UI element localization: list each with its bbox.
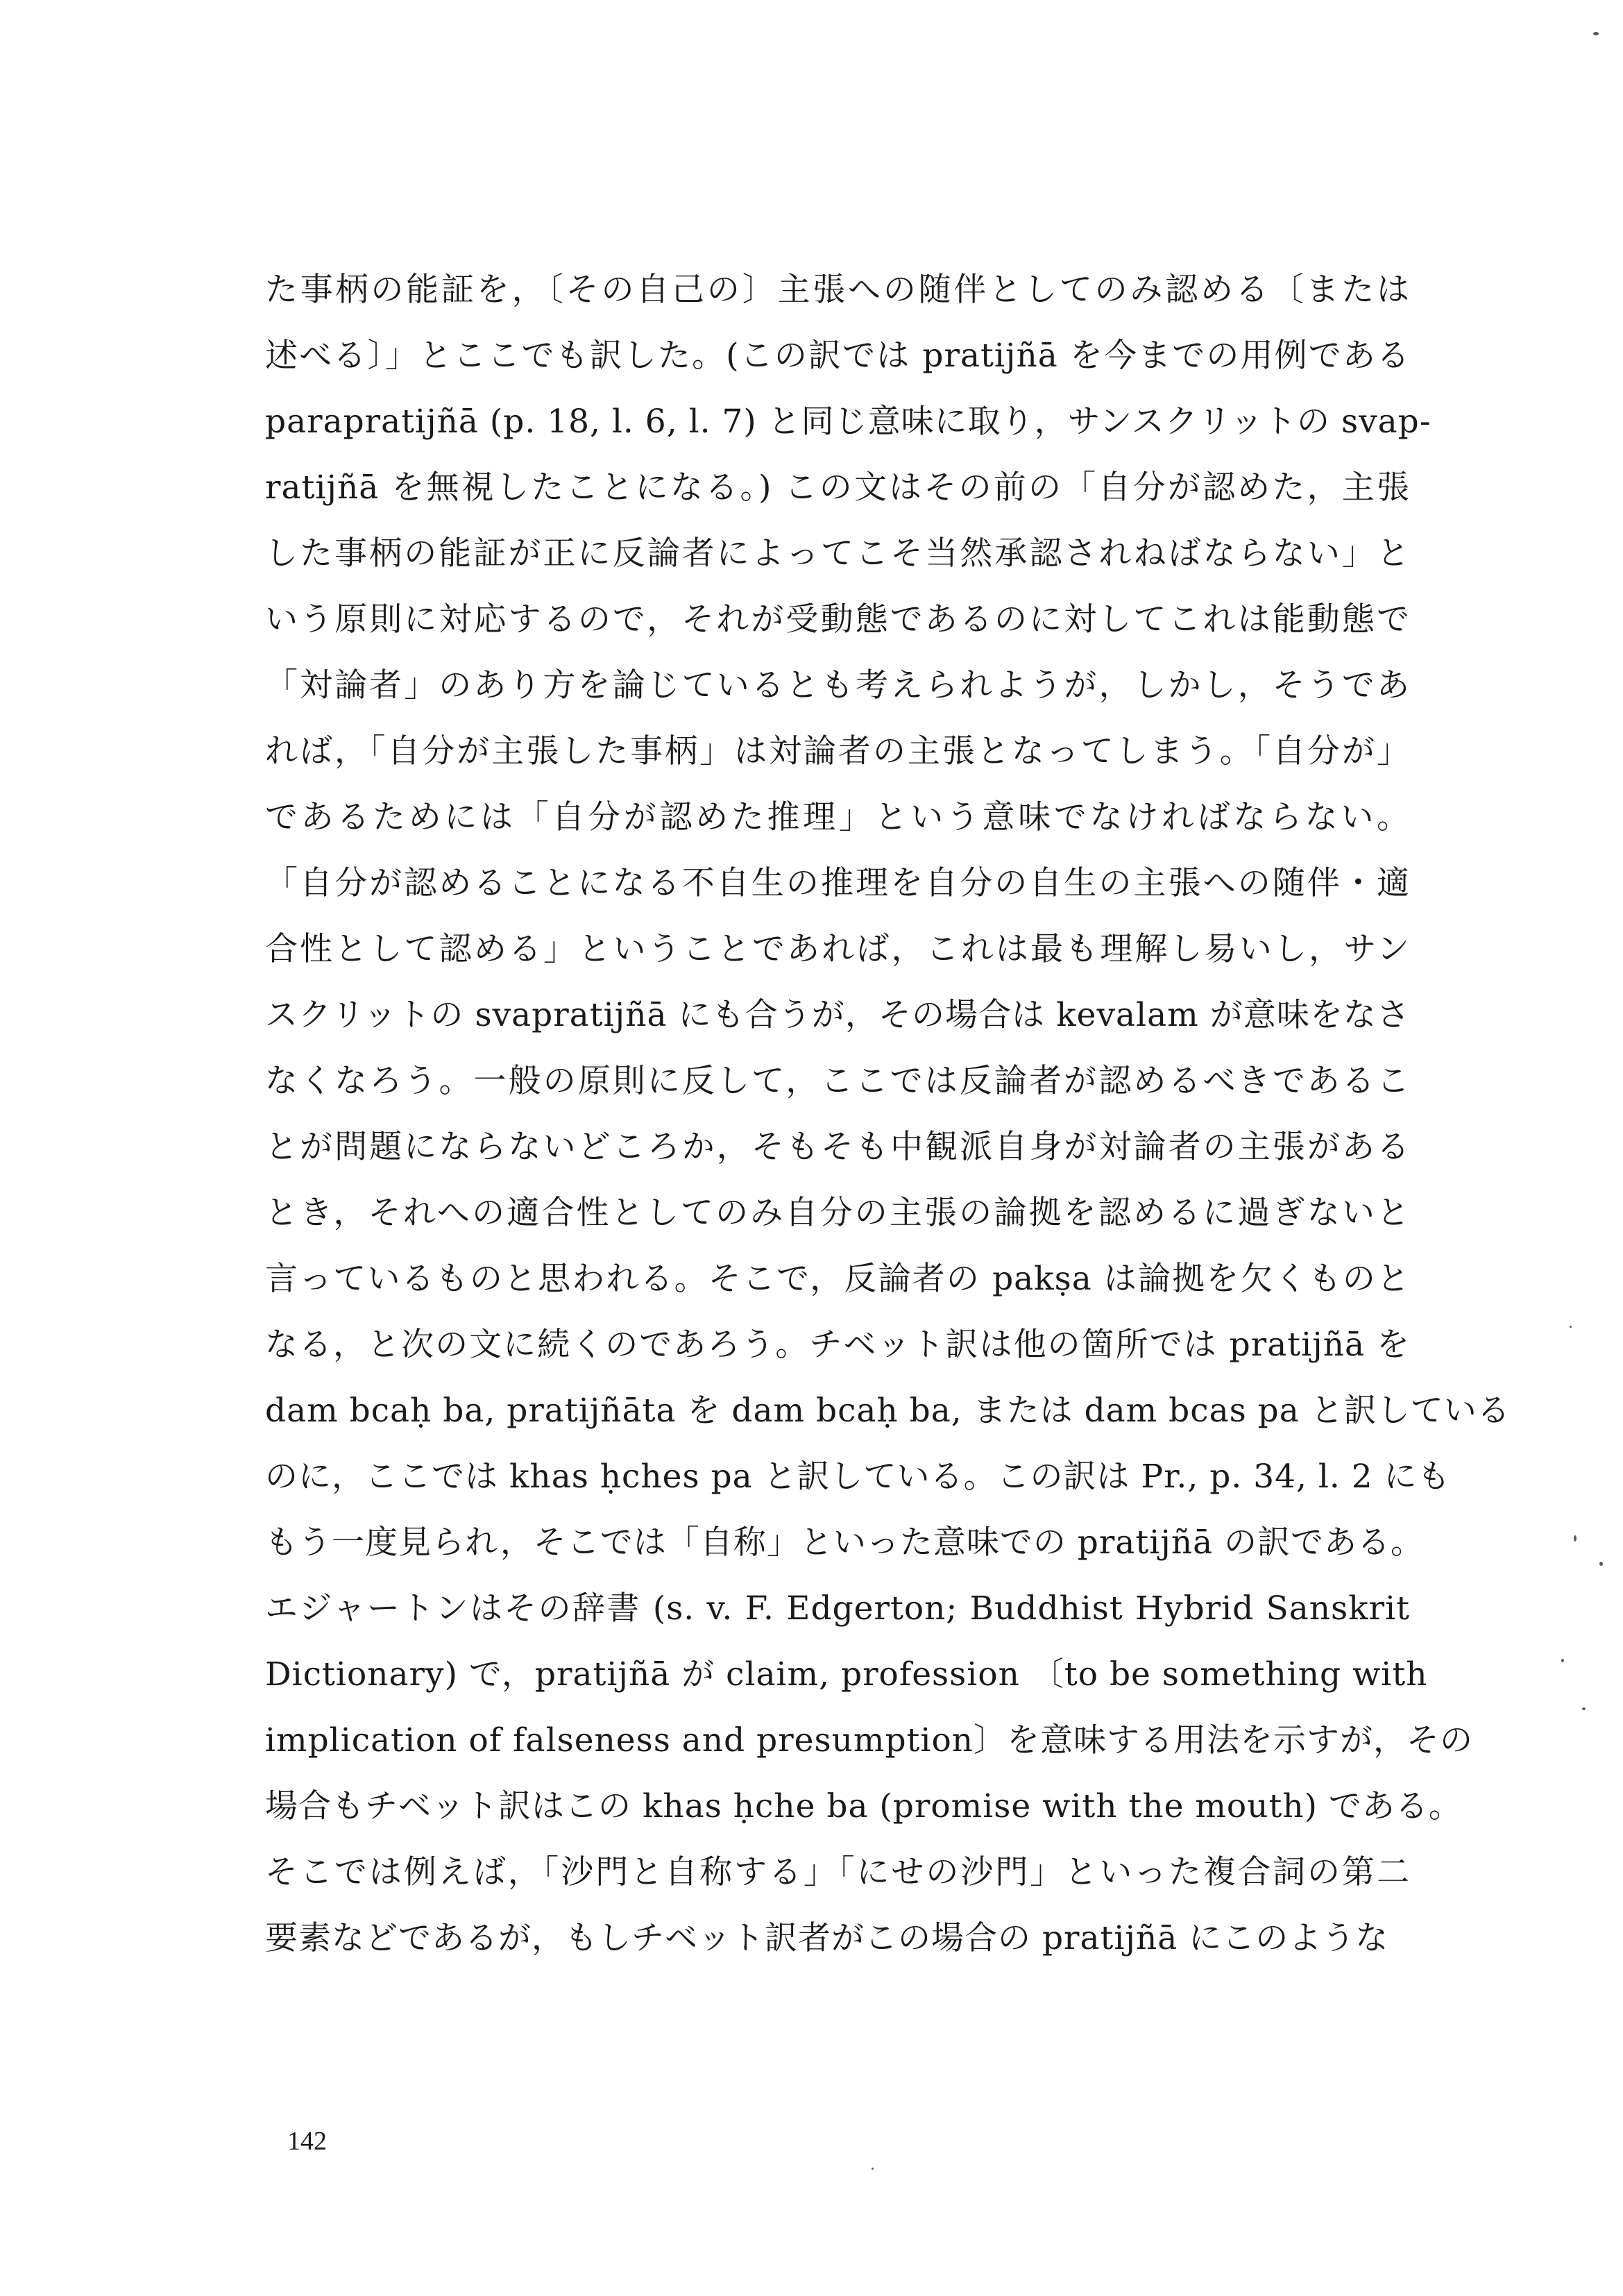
text-line: れば，「自分が主張した事柄」は対論者の主張となってしまう。「自分が」	[265, 732, 1410, 770]
text-line: ratijñā を無視したことになる。) この文はその前の「自分が認めた，主張	[265, 469, 1410, 507]
text-line: 言っているものと思われる。そこで，反論者の pakṣa は論拠を欠くものと	[265, 1260, 1410, 1298]
scan-speck	[1570, 1326, 1572, 1328]
text-line: そこでは例えば，「沙門と自称する」「にせの沙門」といった複合詞の第二	[265, 1853, 1410, 1891]
text-line: なる，と次の文に続くのであろう。チベット訳は他の箇所では pratijñā を	[265, 1326, 1410, 1364]
text-line: た事柄の能証を，〔その自己の〕主張への随伴としてのみ認める〔または	[265, 271, 1410, 309]
scan-speck	[872, 2168, 874, 2170]
text-line: もう一度見られ，そこでは「自称」といった意味での pratijñā の訳である。	[265, 1523, 1425, 1562]
scan-speck	[1561, 1659, 1564, 1662]
body-text	[265, 257, 1511, 1971]
scan-speck	[1582, 1707, 1586, 1710]
text-line: とき，それへの適合性としてのみ自分の主張の論拠を認めるに過ぎないと	[265, 1194, 1410, 1232]
text-line: 要素などであるが，もしチベット訳者がこの場合の pratijñā にこのような	[265, 1919, 1389, 1957]
text-line: parapratijñā (p. 18, l. 6, l. 7) と同じ意味に取り，サンスクリットの svap-	[265, 403, 1431, 441]
text-line: とが問題にならないどころか，そもそも中観派自身が対論者の主張がある	[265, 1128, 1410, 1166]
text-line: dam bcaḥ ba, pratijñāta を dam bcaḥ ba, または dam bcas pa と訳している	[265, 1392, 1511, 1430]
page-number: 142	[287, 2127, 327, 2156]
text-line: implication of falseness and presumption〕を意味する用法を示すが，その	[265, 1721, 1474, 1759]
text-line: した事柄の能証が正に反論者によってこそ当然承認されねばならない」と	[265, 534, 1410, 573]
text-line: 「自分が認めることになる不自生の推理を自分の自生の主張への随伴・適	[265, 864, 1410, 902]
text-line: であるためには「自分が認めた推理」という意味でなければならない。	[265, 798, 1410, 836]
text-line: いう原則に対応するので，それが受動態であるのに対してこれは能動態で	[265, 600, 1410, 639]
scan-speck	[1599, 1562, 1603, 1566]
scan-speck	[1593, 32, 1599, 35]
text-line: エジャートンはその辞書 (s. v. F. Edgerton; Buddhist Hybrid Sanskrit	[265, 1589, 1410, 1628]
text-line: のに，ここでは khas ḥches pa と訳している。この訳は Pr., p. 34, l. 2 にも	[265, 1458, 1451, 1496]
text-line: 述べる〕」とここでも訳した。(この訳では pratijñā を今までの用例である	[265, 337, 1410, 375]
text-line: なくなろう。一般の原則に反して，ここでは反論者が認めるべきであるこ	[265, 1062, 1410, 1100]
text-line: スクリットの svapratijñā にも合うが，その場合は kevalam が意味をなさ	[265, 996, 1410, 1034]
text-line: 場合もチベット訳はこの khas ḥche ba (promise with the mouth) である。	[265, 1787, 1462, 1825]
text-line: 「対論者」のあり方を論じているとも考えられようが，しかし，そうであ	[265, 666, 1410, 704]
scan-speck	[1574, 1535, 1577, 1542]
text-line: 合性として認める」ということであれば，これは最も理解し易いし，サン	[265, 930, 1410, 968]
text-line: Dictionary) で，pratijñā が claim, profession 〔to be something with	[265, 1655, 1428, 1694]
